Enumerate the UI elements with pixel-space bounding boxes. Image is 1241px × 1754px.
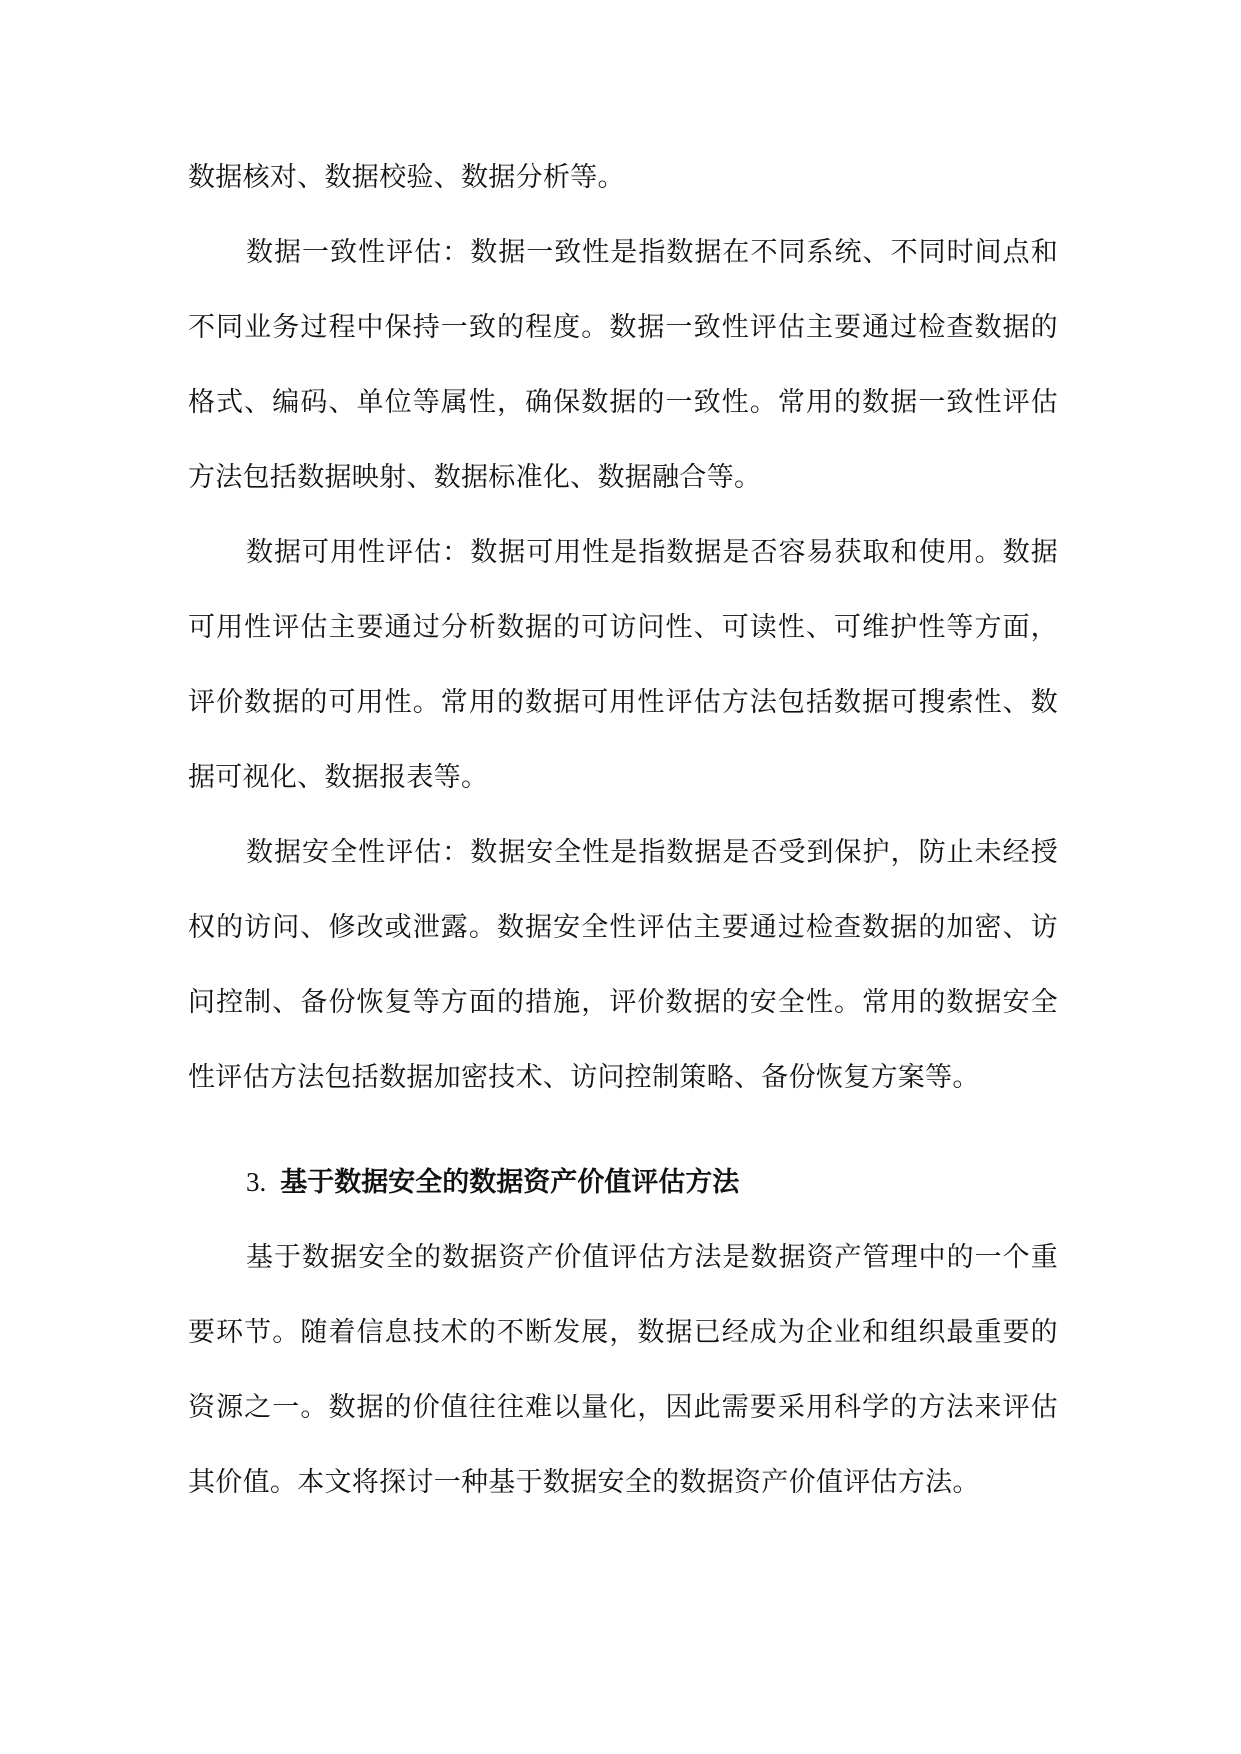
paragraph-data-consistency: 数据一致性评估：数据一致性是指数据在不同系统、不同时间点和不同业务过程中保持一致的程度。数据一致性评估主要通过检查数据的格式、编码、单位等属性，确保数据的一致性。常用的数据一致性评估方法包括数据映射、数据标准化、数据融合等。 <box>188 237 1058 493</box>
text-column <box>188 140 1058 1520</box>
paragraph-data-availability: 数据可用性评估：数据可用性是指数据是否容易获取和使用。数据可用性评估主要通过分析数据的可访问性、可读性、可维护性等方面，评价数据的可用性。常用的数据可用性评估方法包括数据可搜索性、数据可视化、数据报表等。 <box>188 537 1058 793</box>
section-title: 基于数据安全的数据资产价值评估方法 <box>280 1167 740 1198</box>
paragraph-continuation: 数据核对、数据校验、数据分析等。 <box>188 162 625 193</box>
section-heading <box>188 1145 1058 1220</box>
paragraph-data-security: 数据安全性评估：数据安全性是指数据是否受到保护，防止未经授权的访问、修改或泄露。数据安全性评估主要通过检查数据的加密、访问控制、备份恢复等方面的措施，评价数据的安全性。常用的数据安全性评估方法包括数据加密技术、访问控制策略、备份恢复方案等。 <box>188 837 1058 1093</box>
section-number: 3. <box>246 1167 267 1197</box>
paragraph-section-intro: 基于数据安全的数据资产价值评估方法是数据资产管理中的一个重要环节。随着信息技术的不断发展，数据已经成为企业和组织最重要的资源之一。数据的价值往往难以量化，因此需要采用科学的方法来评估其价值。本文将探讨一种基于数据安全的数据资产价值评估方法。 <box>188 1242 1058 1498</box>
